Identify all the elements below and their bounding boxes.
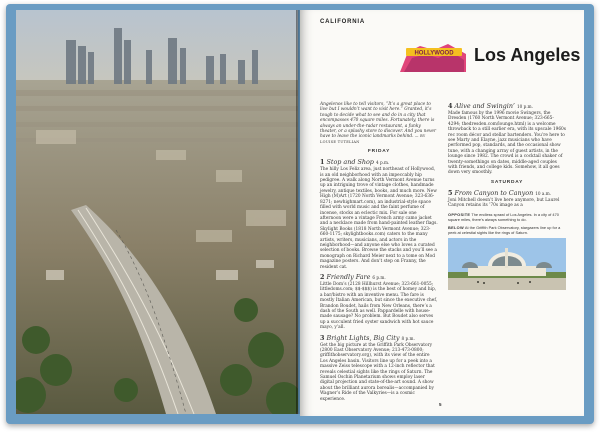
item-heading-3: 3 Bright Lights, Big City 8 p.m. (320, 333, 415, 342)
item-heading-1: 1 Stop and Shop 4 p.m. (320, 158, 390, 167)
page-title: Los Angeles (474, 45, 581, 65)
intro-text: Angelenos like to tell visitors, “It’s a great place to live but I wouldn’t want to visit here.” Granted, it’s tough to decide what to see and do in a city that encompasses 470 square miles. Fortunately, there is always an under-the-radar restaurant, a funky theater, or a splashy store to discover. And you never have to leave the iconic landmarks behind. (320, 102, 437, 140)
day-heading-saturday: SATURDAY (490, 179, 524, 185)
caption-below: BELOW At the Griffith Park Observatory, stargazers line up for a peek at celestial sights like the rings of Saturn. (448, 224, 561, 235)
item-heading-5: 5 From Canyon to Canyon 10 a.m. (448, 188, 552, 197)
item-body-4: Made famous by the 1996 movie Swingers, the Dresden (1760 North Vermont Avenue; 323-665-4294; thedresden.com/lounge.html) is a welcome throwback to a still earlier era, with its upscale 1960s rec room décor and stellar bartenders. You’re here to see Marty and Elayne, jazz musicians who have performed pop, standards, and the occasional show tune, with a changing array of guest artists, in the lounge since 1982. The crowd is a cocktail shaker of twenty-somethings on dates, middle-aged couples with friends, and college kids. Somehow, it all goes down very smoothly. (448, 111, 566, 176)
section-label: CALIFORNIA (320, 19, 365, 25)
item-heading-2: 2 Friendly Fare 6 p.m. (320, 272, 386, 281)
item-heading-4: 4 Alive and Swingin’ 10 p.m. (448, 102, 533, 110)
item-body-3: Get the big picture at the Griffith Park Observatory (2800 East Observatory Avenue; 213-473-0800; griffithobservatory.org), with its view of the entire Los Angeles basin. Visitors line up for a peek into a massive Zeiss telescope with a 12-inch reflector that reveals celestial sights like the rings of Saturn. The Samuel Oschin Planetarium shows employ laser digital projection and state-of-the-art sound. A show about the brilliant aurora borealis—accompanied by Wagner’s Ride of the Valkyries—is a cosmic experience. (320, 342, 435, 402)
item-body-5: Joni Mitchell doesn’t live here anymore, but Laurel Canyon retains its ’70s image as a (448, 197, 560, 209)
text-page (300, 10, 584, 416)
city-photo-illustration (16, 10, 298, 414)
author-credit: — BY LOUISE TUTELIAN (320, 134, 426, 144)
logo-text: HOLLYWOOD (414, 50, 454, 57)
day-heading-friday: FRIDAY (367, 149, 391, 155)
observatory-photo (448, 238, 566, 290)
item-body-1: The hilly Los Feliz area, just northeast of Hollywood, is an old neighborhood with an impeccably hip pedigree. A walk along North Vermont Avenue turns up an intriguing trove of vintage clothes, handmade jewelry, antique textiles, books, and much more. New High (M)Art (1720 North Vermont Avenue; 323-636-8271; newhighmart.com), an industrial-style space filled with world music and the faint perfume of incense, stocks an eclectic mix. For sale one afternoon were a vintage French army camo jacket and a necklace made from hand-painted leather flags. Skylight Books (1818 North Vermont Avenue; 323-660-1175; skylightbooks.com) caters to the many artists, writers, musicians, and actors in the neighborhood—and anyone else who loves a curated selection of books. Browse the stacks and you’ll see a monograph on Richard Meier next to a tome on Mod magazine posters. And don’t step on Franny, the resident cat. (320, 167, 438, 270)
caption-opposite: OPPOSITE The endless sprawl of Los Angeles. In a city of 470 square miles, there’s always something to do. (448, 211, 559, 222)
text-column-2 (448, 102, 566, 290)
page-number: 5 (439, 402, 442, 407)
item-body-2: Little Dom’s (2128 Hillhurst Avenue; 323-661-0055; littledoms.com; $$-$$$) is the best of homey and hip, a bar/bistro with an inventive menu. The fare is mostly Italian American, but since the executive chef, Brandon Boudet, hails from New Orleans, there’s a dash of the South as well. Pappardelle with house-made sausage? No problem. But Boudet also serves up a succulent fried oyster sandwich with hot sauce mayo, y’all. (320, 281, 438, 331)
hollywood-sign-icon (398, 38, 468, 74)
text-column-1 (320, 102, 438, 404)
city-skyline-photo (16, 10, 298, 414)
